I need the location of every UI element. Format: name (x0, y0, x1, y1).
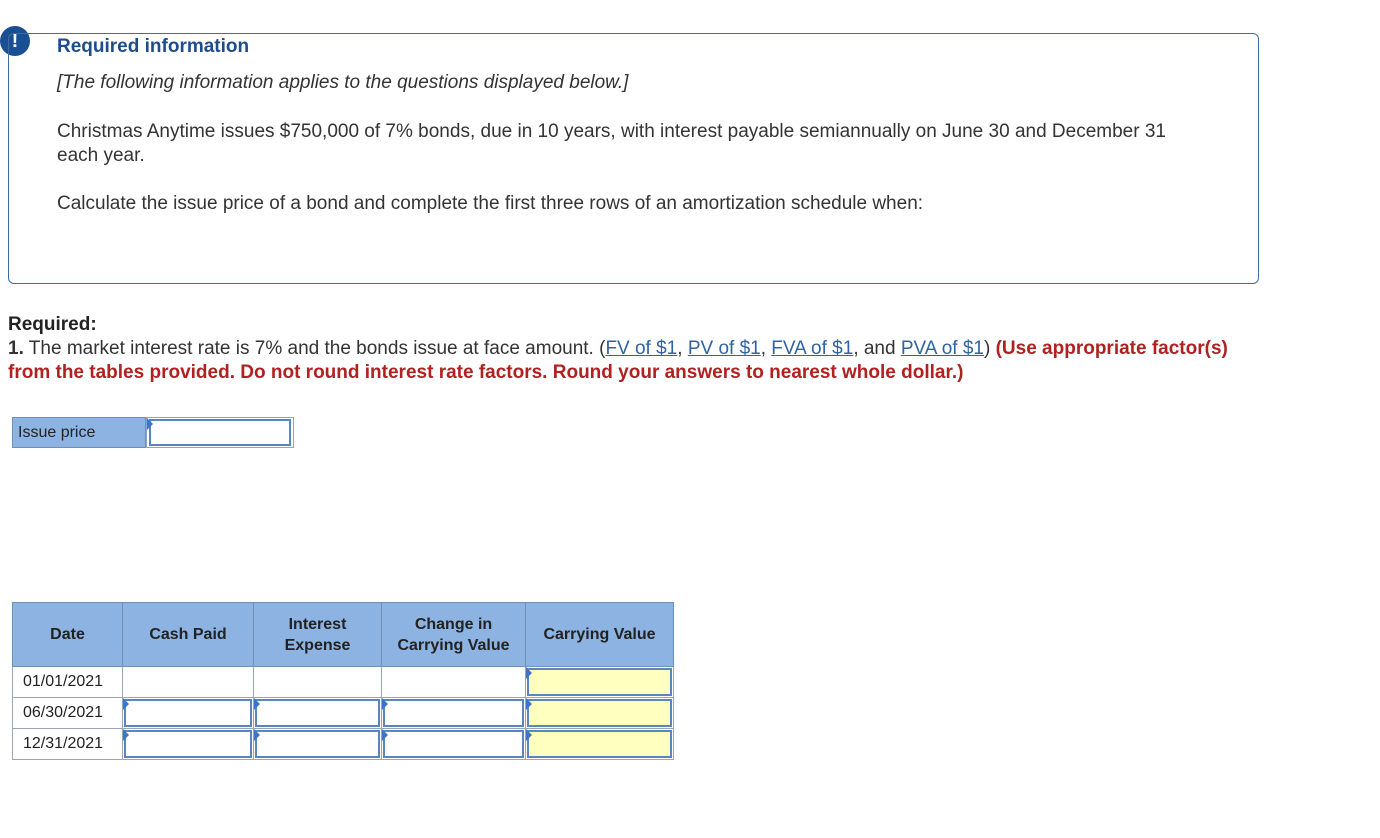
interest-expense-cell[interactable] (254, 698, 382, 729)
carrying-value-cell[interactable] (526, 698, 674, 729)
date-cell: 12/31/2021 (13, 729, 123, 760)
separator: , and (853, 338, 901, 359)
header-change-in-carrying-value: Change in Carrying Value (382, 603, 526, 667)
change-in-carrying-value-cell[interactable] (382, 698, 526, 729)
input-flag-icon (147, 418, 153, 430)
rounding-instruction: (Use appropriate factor(s) from the tables provided. Do not round interest rate factors. Round your answers to nearest whole dollar.) (8, 338, 1228, 383)
interest-expense-input[interactable] (255, 699, 380, 727)
input-flag-icon (382, 729, 388, 741)
issue-price-cell (146, 417, 294, 448)
info-subtitle: [The following information applies to the questions displayed below.] (57, 72, 629, 93)
input-flag-icon (254, 729, 260, 741)
issue-price-label: Issue price (12, 417, 146, 448)
cash-paid-cell[interactable] (123, 698, 254, 729)
change-in-carrying-value-input[interactable] (383, 699, 524, 727)
carrying-value-cell[interactable] (526, 729, 674, 760)
input-flag-icon (123, 729, 129, 741)
table-header-row (13, 603, 674, 667)
info-paragraph-task: Calculate the issue price of a bond and complete the first three rows of an amortization schedule when: (57, 193, 924, 214)
pv-of-1-link[interactable]: PV of $1 (687, 338, 761, 359)
separator: , (760, 338, 772, 359)
table-row (13, 729, 674, 760)
header-carrying-value: Carrying Value (526, 603, 674, 667)
amortization-schedule-table (12, 602, 674, 760)
fv-of-1-link[interactable]: FV of $1 (605, 338, 678, 359)
carrying-value-input[interactable] (527, 730, 672, 758)
cash-paid-cell (123, 667, 254, 698)
cash-paid-input[interactable] (124, 699, 252, 727)
input-flag-icon (382, 698, 388, 710)
required-heading: Required: (8, 314, 97, 335)
cash-paid-cell[interactable] (123, 729, 254, 760)
separator: , (677, 338, 688, 359)
header-date: Date (13, 603, 123, 667)
required-question (8, 337, 1248, 385)
carrying-value-input[interactable] (527, 699, 672, 727)
input-flag-icon (254, 698, 260, 710)
date-cell: 06/30/2021 (13, 698, 123, 729)
table-row (13, 667, 674, 698)
carrying-value-cell[interactable] (526, 667, 674, 698)
interest-expense-cell[interactable] (254, 729, 382, 760)
change-in-carrying-value-cell[interactable] (382, 729, 526, 760)
header-interest-expense: Interest Expense (254, 603, 382, 667)
interest-expense-cell (254, 667, 382, 698)
pva-of-1-link[interactable]: PVA of $1 (900, 338, 984, 359)
required-section (8, 313, 1248, 385)
interest-expense-input[interactable] (255, 730, 380, 758)
input-flag-icon (123, 698, 129, 710)
cash-paid-input[interactable] (124, 730, 252, 758)
input-flag-icon (526, 698, 532, 710)
fva-of-1-link[interactable]: FVA of $1 (771, 338, 854, 359)
change-in-carrying-value-input[interactable] (383, 730, 524, 758)
table-row (13, 698, 674, 729)
info-title: Required information (57, 36, 250, 57)
issue-price-input[interactable] (149, 419, 291, 446)
info-paragraph-bond-terms: Christmas Anytime issues $750,000 of 7% bonds, due in 10 years, with interest payable semiannually on June 30 and December 31 each year. (57, 121, 1166, 166)
carrying-value-input[interactable] (527, 668, 672, 696)
date-cell: 01/01/2021 (13, 667, 123, 698)
input-flag-icon (526, 667, 532, 679)
close-paren: ) (983, 338, 991, 359)
alert-icon: ! (0, 26, 30, 56)
question-number: 1. (8, 338, 24, 359)
input-flag-icon (526, 729, 532, 741)
question-text: The market interest rate is 7% and the bonds issue at face amount. ( (23, 338, 606, 359)
header-cash-paid: Cash Paid (123, 603, 254, 667)
change-in-carrying-value-cell (382, 667, 526, 698)
